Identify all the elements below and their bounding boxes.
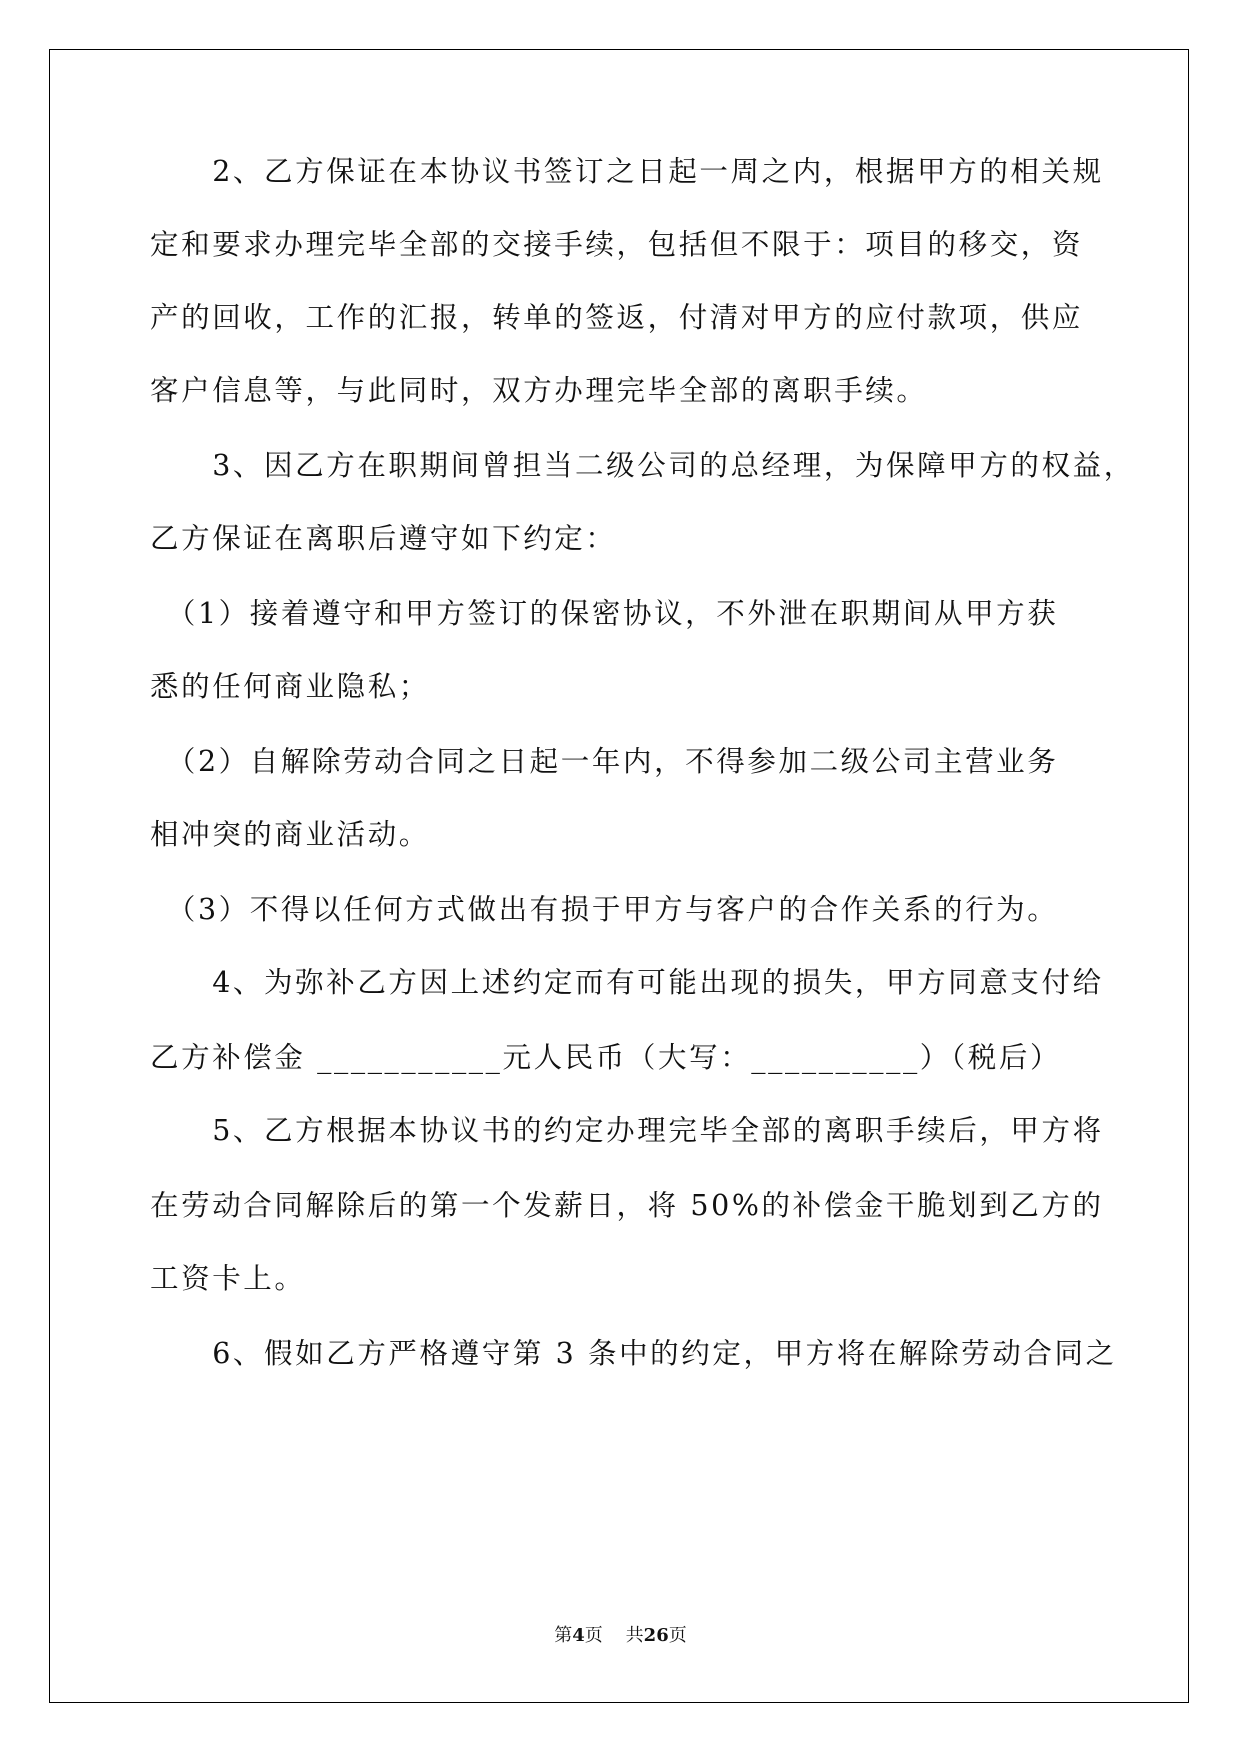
text-line: 4、为弥补乙方因上述约定而有可能出现的损失，甲方同意支付给: [150, 966, 1104, 999]
page-footer: [0, 1621, 1241, 1647]
text-line: 悉的任何商业隐私；: [150, 670, 430, 703]
total-pages-number: 26: [643, 1625, 669, 1646]
text-line: 客户信息等，与此同时，双方办理完毕全部的离职手续。: [150, 374, 928, 407]
text-line: 工资卡上。: [150, 1262, 306, 1295]
text-line: （1）接着遵守和甲方签订的保密协议，不外泄在职期间从甲方获: [150, 597, 1059, 630]
footer-page-unit: 页: [584, 1625, 603, 1646]
text-line: 6、假如乙方严格遵守第 3 条中的约定，甲方将在解除劳动合同之: [150, 1337, 1117, 1370]
text-line: 定和要求办理完毕全部的交接手续，包括但不限于：项目的移交，资: [150, 228, 1084, 261]
footer-prefix: 第: [554, 1625, 573, 1646]
footer-total-unit: 页: [668, 1625, 687, 1646]
footer-total-prefix: 共: [625, 1625, 644, 1646]
text-line: 3、因乙方在职期间曾担当二级公司的总经理，为保障甲方的权益，: [150, 449, 1135, 482]
text-line: 相冲突的商业活动。: [150, 818, 430, 851]
text-line: 在劳动合同解除后的第一个发薪日，将 50%的补偿金干脆划到乙方的: [150, 1189, 1104, 1222]
text-line: （3）不得以任何方式做出有损于甲方与客户的合作关系的行为。: [150, 893, 1059, 926]
text-line: 2、乙方保证在本协议书签订之日起一周之内，根据甲方的相关规: [150, 155, 1104, 188]
text-line: （2）自解除劳动合同之日起一年内，不得参加二级公司主营业务: [150, 745, 1059, 778]
current-page-number: 4: [572, 1625, 585, 1646]
text-line: 乙方补偿金 ___________元人民币（大写：__________）（税后）: [150, 1041, 1062, 1074]
text-line: 乙方保证在离职后遵守如下约定：: [150, 522, 617, 555]
text-line: 5、乙方根据本协议书的约定办理完毕全部的离职手续后，甲方将: [150, 1114, 1104, 1147]
text-line: 产的回收，工作的汇报，转单的签返，付清对甲方的应付款项，供应: [150, 301, 1084, 334]
